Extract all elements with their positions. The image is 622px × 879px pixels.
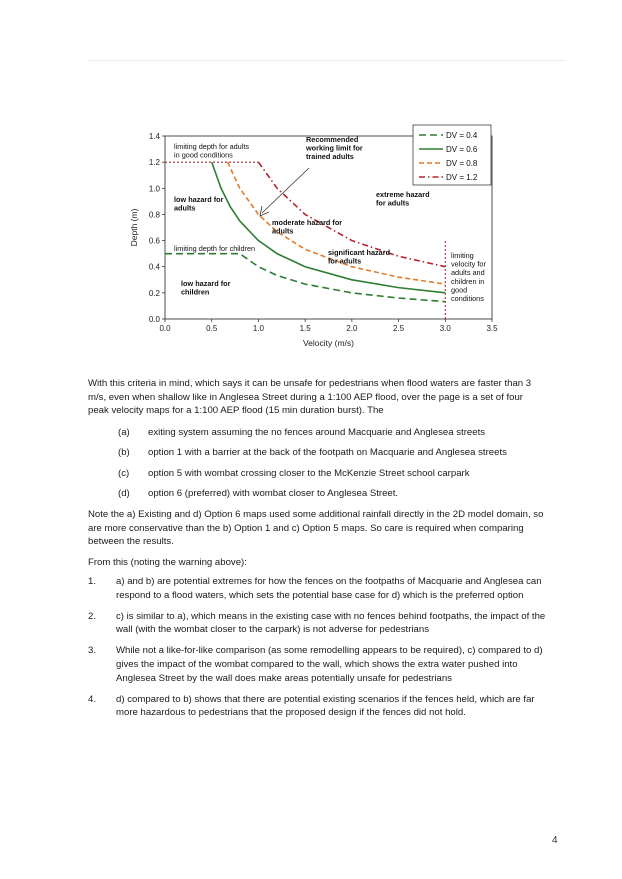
- annotation-line: extreme hazard: [376, 190, 430, 199]
- y-axis-label: Depth (m): [129, 208, 139, 247]
- legend-label: DV = 0.6: [446, 145, 478, 154]
- y-tick-label: 1.2: [148, 158, 160, 168]
- list-item: [88, 468, 558, 488]
- annotation-line: low hazard for: [174, 195, 224, 204]
- list-marker: (b): [118, 447, 130, 459]
- annotation-line: in good conditions: [174, 150, 233, 160]
- annotation-line: significant hazard: [328, 248, 391, 257]
- list-text: option 6 (preferred) with wombat closer to Anglesea Street.: [148, 487, 399, 499]
- annotation-line: adults and: [451, 268, 485, 278]
- item-number: 1.: [88, 576, 97, 587]
- legend-label: DV = 0.4: [446, 131, 478, 140]
- annotation-line: adults: [174, 203, 196, 213]
- hazard-chart: [128, 122, 508, 358]
- x-tick-label: 3.5: [486, 324, 498, 333]
- item-text: a) and b) are potential extremes for how the fences on the footpaths of Macquarie and Anglesea can respond to a flood waters, which sets the potential base case for d) which is the preferred option: [116, 576, 542, 601]
- x-tick-label: 0.5: [206, 324, 218, 333]
- annotation-line: limiting depth for children: [174, 244, 256, 253]
- numbered-item: [88, 575, 558, 602]
- scenario-list: [88, 427, 558, 508]
- annotation-line: low hazard for: [181, 279, 231, 288]
- annotation-line: trained adults: [306, 152, 354, 162]
- findings-list: [88, 575, 558, 727]
- item-text: d) compared to b) shows that there are potential existing scenarios if the fences held, which are far more hazardous to pedestrians that the proposed design if the fences did not hold.: [116, 693, 535, 719]
- x-tick-label: 1.5: [299, 324, 311, 333]
- y-tick-label: 1.0: [148, 184, 160, 194]
- paragraph-note: Note the a) Existing and d) Option 6 maps used some additional rainfall directly in the 2D model domain, so are more conservative than the b) Option 1 and c) Option 5 maps. So care is required when comparing between the results.: [88, 509, 544, 548]
- list-marker: (c): [118, 467, 130, 479]
- y-tick-label: 0.8: [148, 210, 160, 220]
- x-tick-label: 3.0: [439, 324, 451, 333]
- annotation-line: for adults: [328, 256, 362, 266]
- item-text: While not a like-for-like comparison (as some remodelling appears to be required), c) compared to d) gives the impact of the wombat compared to the wall, which shows the extra water pushed into Anglesea Street by the wall does make areas potentially unsafe for pedestrians: [116, 645, 543, 684]
- paragraph-lead-in: From this (noting the warning above):: [88, 557, 247, 568]
- x-axis-label: Velocity (m/s): [302, 338, 355, 348]
- list-marker: (a): [118, 427, 130, 438]
- list-marker: (d): [118, 487, 130, 499]
- annotation-line: children: [181, 287, 210, 297]
- legend-label: DV = 0.8: [446, 159, 478, 168]
- x-tick-label: 0.0: [159, 324, 171, 333]
- numbered-item: [88, 644, 558, 685]
- page-number: 4: [552, 835, 558, 846]
- x-tick-label: 2.0: [346, 324, 358, 333]
- y-tick-label: 0.4: [148, 262, 160, 272]
- y-tick-label: 0.2: [148, 288, 160, 298]
- x-tick-label: 1.0: [252, 324, 264, 333]
- list-text: option 5 with wombat crossing closer to the McKenzie Street school carpark: [148, 467, 470, 479]
- y-tick-label: 0.6: [148, 236, 160, 246]
- list-item: [88, 447, 558, 467]
- numbered-item: [88, 610, 558, 637]
- annotation-line: velocity for: [451, 259, 486, 269]
- list-text: exiting system assuming the no fences around Macquarie and Anglesea streets: [148, 427, 486, 438]
- item-text: c) is similar to a), which means in the existing case with no fences behind footpaths, the impact of the wall (with the wombat closer to the carpark) is not adverse for pedestrians: [116, 610, 546, 636]
- annotation-line: limiting: [451, 251, 474, 260]
- annotation-line: for adults: [376, 198, 410, 208]
- paragraph-intro: With this criteria in mind, which says it can be unsafe for pedestrians when flood waters are faster than 3 m/s, even when shallow like in Anglesea Street during a 1:100 AEP flood, over the page is a set of four peak velocity maps for a 1:100 AEP flood (15 min duration burst). The: [88, 378, 532, 417]
- list-item: [88, 427, 558, 447]
- x-tick-label: 2.5: [393, 324, 405, 333]
- annotation-child-depth-limit: [174, 244, 255, 253]
- annotation-line: Recommended: [306, 135, 359, 144]
- annotation-line: good: [451, 285, 468, 295]
- annotation-line: moderate hazard for: [272, 218, 343, 227]
- annotation-velocity-limit: [451, 251, 486, 303]
- annotation-line: children in: [451, 276, 485, 286]
- annotation-line: adults: [272, 226, 294, 236]
- y-tick-label: 1.4: [148, 132, 160, 141]
- legend-label: DV = 1.2: [446, 173, 478, 182]
- hazard-chart-svg: [128, 122, 508, 358]
- item-number: 2.: [88, 610, 97, 622]
- item-number: 3.: [88, 645, 97, 657]
- numbered-item: [88, 693, 558, 720]
- item-number: 4.: [88, 693, 97, 705]
- header-rule: [88, 60, 566, 61]
- annotation-line: working limit for: [306, 143, 363, 153]
- list-text: option 1 with a barrier at the back of the footpath on Macquarie and Anglesea streets: [148, 447, 507, 459]
- y-tick-label: 0.0: [148, 315, 160, 324]
- annotation-line: limiting depth for adults: [174, 142, 250, 151]
- list-item: [88, 488, 558, 508]
- annotation-line: conditions: [451, 294, 484, 303]
